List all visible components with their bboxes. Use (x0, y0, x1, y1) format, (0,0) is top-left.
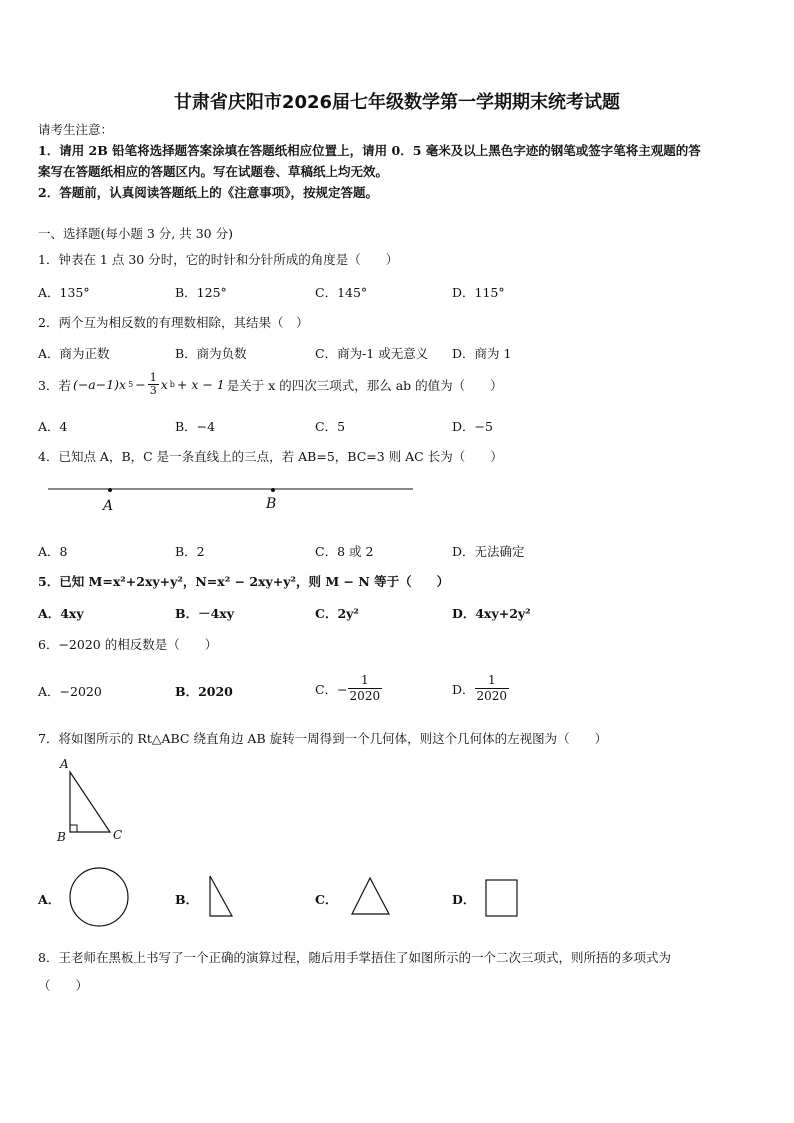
q7-label-a: A (60, 757, 69, 771)
q5-option-b[interactable]: B．－4xy (175, 606, 234, 621)
notice-line-1: 1．请用 2B 铅笔将选择题答案涂填在答题纸相应位置上，请用 0．5 毫米及以上黑色字迹的钢笔或签字笔将主观题的答 (38, 143, 701, 158)
q3-option-d[interactable]: D．−5 (452, 419, 493, 434)
notice-line-2: 2．答题前，认真阅读答题纸上的《注意事项》，按规定答题。 (38, 185, 378, 200)
q3-suffix: 是关于 x 的四次三项式，那么 ab 的值为（ ） (226, 377, 503, 393)
q3-prefix: 3．若 (38, 377, 71, 393)
notice-line-1b: 案写在答题纸相应的答题区内。写在试题卷、草稿纸上均无效。 (38, 164, 389, 179)
q7-option-d[interactable]: D． (452, 892, 476, 907)
q4-option-b[interactable]: B．2 (175, 544, 205, 559)
q5-option-c[interactable]: C．2y² (315, 606, 359, 621)
q6-option-d-prefix: D． (452, 681, 475, 697)
q5-option-a[interactable]: A．4xy (38, 606, 84, 621)
q3-option-c[interactable]: C．5 (315, 419, 346, 434)
q6-option-d-fraction: $\frac{1}{2020}$ (476, 673, 508, 703)
q7-option-c-triangle (352, 878, 389, 914)
q6-option-d[interactable] (452, 673, 509, 704)
q1-option-a[interactable]: A．135° (38, 285, 90, 300)
q8-line-2: （ ） (38, 978, 89, 993)
q2-option-d[interactable]: D．商为 1 (452, 346, 512, 361)
q4-option-a[interactable]: A．8 (38, 544, 68, 559)
q7-label-c: C (113, 828, 123, 842)
q6-stem: 6．−2020 的相反数是（ ） (38, 637, 218, 652)
q1-option-b[interactable]: B．125° (175, 285, 227, 300)
notice-heading: 请考生注意： (38, 122, 114, 137)
q1-stem: 1．钟表在 1 点 30 分时，它的时针和分针所成的角度是（ ） (38, 252, 399, 267)
q7-option-a[interactable]: A． (38, 892, 61, 907)
q3-fraction: $\frac{1}{3}$ (149, 371, 157, 397)
q2-option-b[interactable]: B．商为负数 (175, 346, 247, 361)
q3-option-b[interactable]: B．−4 (175, 419, 216, 434)
q3-exp-5: 5 (128, 380, 134, 389)
q4-point-b (271, 488, 275, 492)
q3-option-a[interactable]: A．4 (38, 419, 68, 434)
q3-expr-a: (−a−1)x (72, 377, 127, 392)
q2-stem: 2．两个互为相反数的有理数相除，其结果（ ） (38, 315, 309, 330)
q8-line-1: 8．王老师在黑板上书写了一个正确的演算过程，随后用手掌捂住了如图所示的一个二次三项式，则所捂的多项式为 (38, 950, 671, 965)
q2-option-a[interactable]: A．商为正数 (38, 346, 110, 361)
q7-label-b: B (57, 830, 66, 844)
q5-option-d[interactable]: D．4xy+2y² (452, 606, 531, 621)
q3-tail: + x − 1 (176, 377, 225, 392)
q3-stem (38, 372, 503, 397)
q3-x: x (160, 377, 168, 392)
q5-stem: 5．已知 M=x²+2xy+y²，N=x² − 2xy+y²，则 M − N 等于（ ） (38, 574, 450, 589)
q7-right-angle-mark (70, 825, 77, 832)
q7-right-triangle (70, 772, 110, 832)
q4-stem: 4．已知点 A，B，C 是一条直线上的三点，若 AB=5，BC=3 则 AC 长为（ ） (38, 449, 503, 464)
q6-option-b[interactable]: B．2020 (175, 684, 233, 699)
q4-option-d[interactable]: D．无法确定 (452, 544, 525, 559)
q6-option-c[interactable] (315, 673, 382, 704)
q6-option-a[interactable]: A．−2020 (38, 684, 102, 699)
q7-option-a-circle (70, 868, 128, 926)
q6-option-c-fraction: $\frac{1}{2020}$ (349, 673, 381, 703)
q4-label-a: A (103, 498, 114, 514)
q7-stem: 7．将如图所示的 Rt△ABC 绕直角边 AB 旋转一周得到一个几何体，则这个几何体的左视图为（ ） (38, 731, 608, 746)
q7-option-b-triangle (210, 876, 232, 916)
q3-exp-b: b (169, 380, 175, 389)
q4-label-b: B (266, 496, 277, 512)
q1-option-d[interactable]: D．115° (452, 285, 505, 300)
q7-option-b[interactable]: B． (175, 892, 199, 907)
q3-minus: − (135, 377, 146, 392)
section-heading: 一、选择题(每小题 3 分, 共 30 分) (38, 226, 233, 241)
q2-option-c[interactable]: C．商为-1 或无意义 (315, 346, 429, 361)
q4-point-a (108, 488, 112, 492)
q7-option-c[interactable]: C． (315, 892, 338, 907)
q1-option-c[interactable]: C．145° (315, 285, 368, 300)
page-title: 甘肃省庆阳市2026届七年级数学第一学期期末统考试题 (173, 92, 621, 113)
q4-option-c[interactable]: C．8 或 2 (315, 544, 374, 559)
q6-option-c-prefix: C．− (315, 681, 348, 697)
q7-option-d-square (486, 880, 517, 916)
